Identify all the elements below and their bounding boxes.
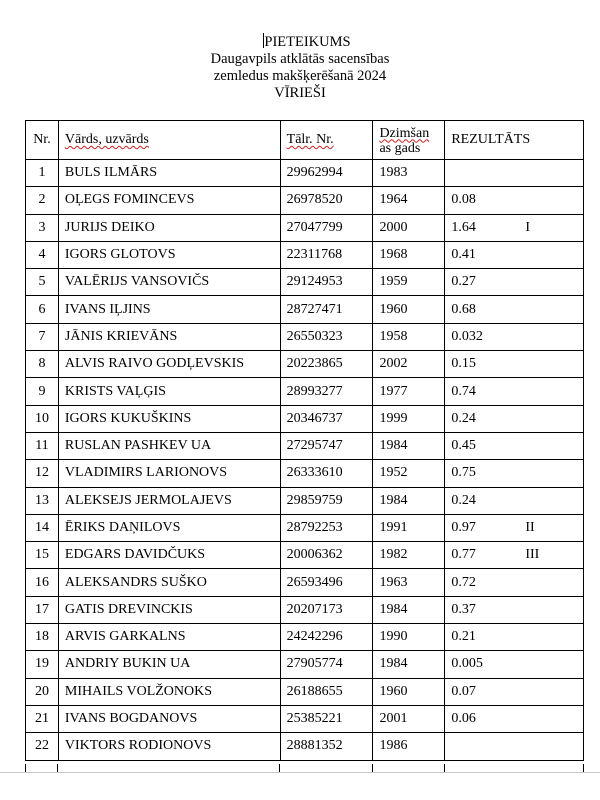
participant-name: ALEKSEJS JERMOLAJEVS [58,487,280,514]
row-number: 6 [26,296,59,323]
result-value: 0.68 [451,301,476,317]
table-row [26,487,584,514]
result-value: 0.45 [451,438,476,454]
result-cell [445,596,584,623]
table-row [26,569,584,596]
table-row [26,351,584,378]
table-row [26,378,584,405]
participant-name: IGORS GLOTOVS [58,241,280,268]
column-header-birth-line2: as gads [379,140,421,156]
row-number: 2 [26,187,59,214]
participant-phone: 26550323 [280,323,373,350]
document-header [0,33,600,102]
birth-year: 1952 [373,460,445,487]
table-row [26,596,584,623]
table-row [26,678,584,705]
participant-phone: 26978520 [280,187,373,214]
result-value: 0.77 [451,547,476,563]
participant-phone: 20207173 [280,596,373,623]
document-title: PIETEIKUMS [264,34,351,50]
birth-year: 1991 [373,514,445,541]
birth-year: 1986 [373,733,445,760]
table-row [26,405,584,432]
result-cell [445,705,584,732]
participant-phone: 28881352 [280,733,373,760]
row-number: 22 [26,733,59,760]
table-continuation-line [279,764,280,772]
result-cell [445,405,584,432]
result-cell [445,569,584,596]
participant-name: IVANS BOGDANOVS [58,705,280,732]
result-value: 0.24 [451,410,476,426]
table-row [26,269,584,296]
row-number: 17 [26,596,59,623]
birth-year: 1999 [373,405,445,432]
table-row [26,296,584,323]
result-value: 0.75 [451,465,476,481]
result-cell [445,460,584,487]
table-header-row [26,121,584,160]
document-title-line [14,33,600,51]
result-value: 0.07 [451,683,476,699]
result-value: 0.97 [451,520,476,535]
row-number: 10 [26,405,59,432]
birth-year: 1984 [373,596,445,623]
row-number: 19 [26,651,59,678]
participant-phone: 20223865 [280,351,373,378]
place-label: I [525,219,530,235]
result-cell [445,432,584,459]
participant-phone: 27295747 [280,432,373,459]
result-cell [445,542,584,569]
participant-phone: 24242296 [280,624,373,651]
table-row [26,160,584,187]
result-cell [445,241,584,268]
participant-phone: 28792253 [280,514,373,541]
table-row [26,733,584,760]
participant-name: ARVIS GARKALNS [58,624,280,651]
result-value: 0.005 [451,656,483,672]
participant-name: IVANS IĻJINS [58,296,280,323]
birth-year: 1959 [373,269,445,296]
result-cell [445,678,584,705]
birth-year: 1983 [373,160,445,187]
birth-year: 1990 [373,624,445,651]
participant-phone: 29124953 [280,269,373,296]
result-cell [445,624,584,651]
row-number: 21 [26,705,59,732]
participant-phone: 26333610 [280,460,373,487]
place-label: III [525,547,540,563]
participant-name: GATIS DREVINCKIS [58,596,280,623]
result-cell [445,269,584,296]
participant-name: RUSLAN PASHKEV UA [58,432,280,459]
birth-year: 2000 [373,214,445,241]
result-value: 0.37 [451,601,476,617]
participant-name: BULS ILMĀRS [58,160,280,187]
column-header-birth-line1: Dzimšan [379,125,430,141]
participant-phone: 27047799 [280,214,373,241]
birth-year: 2002 [373,351,445,378]
birth-year: 1960 [373,296,445,323]
result-cell [445,651,584,678]
participant-name: JURIJS DEIKO [58,214,280,241]
row-number: 9 [26,378,59,405]
table-row [26,651,584,678]
result-value: 0.41 [451,247,476,263]
table-continuation-line [444,764,445,772]
result-value: 0.27 [451,274,476,290]
column-header-result: REZULTĀTS [445,121,584,160]
participant-name: EDGARS DAVIDČUKS [58,542,280,569]
event-discipline: zemledus makšķerēšanā 2024 [213,68,387,84]
result-cell [445,378,584,405]
result-value: 1.64 [451,219,476,235]
row-number: 5 [26,269,59,296]
column-header-name [58,121,280,160]
participant-name: VIKTORS RODIONOVS [58,733,280,760]
row-number: 11 [26,432,59,459]
birth-year: 1964 [373,187,445,214]
birth-year: 1968 [373,241,445,268]
birth-year: 1963 [373,569,445,596]
result-value: 0.032 [451,328,483,344]
result-value: 0.72 [451,574,476,590]
participant-name: ALEKSANDRS SUŠKO [58,569,280,596]
participant-name: ANDRIY BUKIN UA [58,651,280,678]
result-value: 0.08 [451,192,476,208]
row-number: 20 [26,678,59,705]
result-cell [445,214,584,241]
result-cell [445,514,584,541]
table-row [26,705,584,732]
table-continuation-line [57,764,58,772]
participant-name: JĀNIS KRIEVĀNS [58,323,280,350]
participant-phone: 25385221 [280,705,373,732]
event-name: Daugavpils atklātās sacensības [210,51,390,67]
page-bottom-edge [0,772,600,773]
result-value: 0.74 [451,383,476,399]
birth-year: 1960 [373,678,445,705]
row-number: 3 [26,214,59,241]
row-number: 18 [26,624,59,651]
result-value: 0.06 [451,711,476,727]
participant-phone: 20346737 [280,405,373,432]
result-cell [445,160,584,187]
table-continuation-line [583,764,584,772]
table-continuation-line [25,764,26,772]
table-row [26,214,584,241]
birth-year: 2001 [373,705,445,732]
table-row [26,514,584,541]
participant-phone: 29962994 [280,160,373,187]
participant-name: IGORS KUKUŠKINS [58,405,280,432]
participant-phone: 28727471 [280,296,373,323]
birth-year: 1984 [373,432,445,459]
row-number: 8 [26,351,59,378]
table-row [26,323,584,350]
table-row [26,460,584,487]
table-row [26,241,584,268]
row-number: 16 [26,569,59,596]
birth-year: 1977 [373,378,445,405]
result-value: 0.21 [451,629,476,645]
column-header-phone [280,121,373,160]
column-header-birth-year [373,121,445,160]
result-cell [445,323,584,350]
place-label: II [525,520,535,535]
category-title: VĪRIEŠI [274,85,326,101]
birth-year: 1984 [373,487,445,514]
result-cell [445,351,584,378]
participant-name: MIHAILS VOLŽONOKS [58,678,280,705]
participant-phone: 28993277 [280,378,373,405]
participant-phone: 22311768 [280,241,373,268]
participant-name: ALVIS RAIVO GODĻEVSKIS [58,351,280,378]
table-row [26,187,584,214]
birth-year: 1958 [373,323,445,350]
row-number: 4 [26,241,59,268]
participant-name: OĻEGS FOMINCEVS [58,187,280,214]
participant-name: VLADIMIRS LARIONOVS [58,460,280,487]
result-cell [445,733,584,760]
birth-year: 1982 [373,542,445,569]
row-number: 14 [26,514,59,541]
row-number: 12 [26,460,59,487]
table-row [26,432,584,459]
participant-phone: 27905774 [280,651,373,678]
participant-name: VALĒRIJS VANSOVIČS [58,269,280,296]
column-header-name-label: Vārds, uzvārds [64,132,149,147]
result-cell [445,487,584,514]
result-value: 0.24 [451,492,476,508]
table-row [26,542,584,569]
table-continuation-line [372,764,373,772]
result-cell [445,187,584,214]
row-number: 15 [26,542,59,569]
participant-phone: 29859759 [280,487,373,514]
registration-table [25,120,584,761]
participant-phone: 26593496 [280,569,373,596]
row-number: 1 [26,160,59,187]
result-cell [445,296,584,323]
table-row [26,624,584,651]
participant-name: ĒRIKS DAŅILOVS [58,514,280,541]
row-number: 13 [26,487,59,514]
birth-year: 1984 [373,651,445,678]
participant-phone: 26188655 [280,678,373,705]
participant-phone: 20006362 [280,542,373,569]
participant-name: KRISTS VAĻĢIS [58,378,280,405]
row-number: 7 [26,323,59,350]
column-header-phone-label: Tālr. Nr. [286,132,334,147]
column-header-nr: Nr. [26,121,59,160]
result-value: 0.15 [451,356,476,372]
